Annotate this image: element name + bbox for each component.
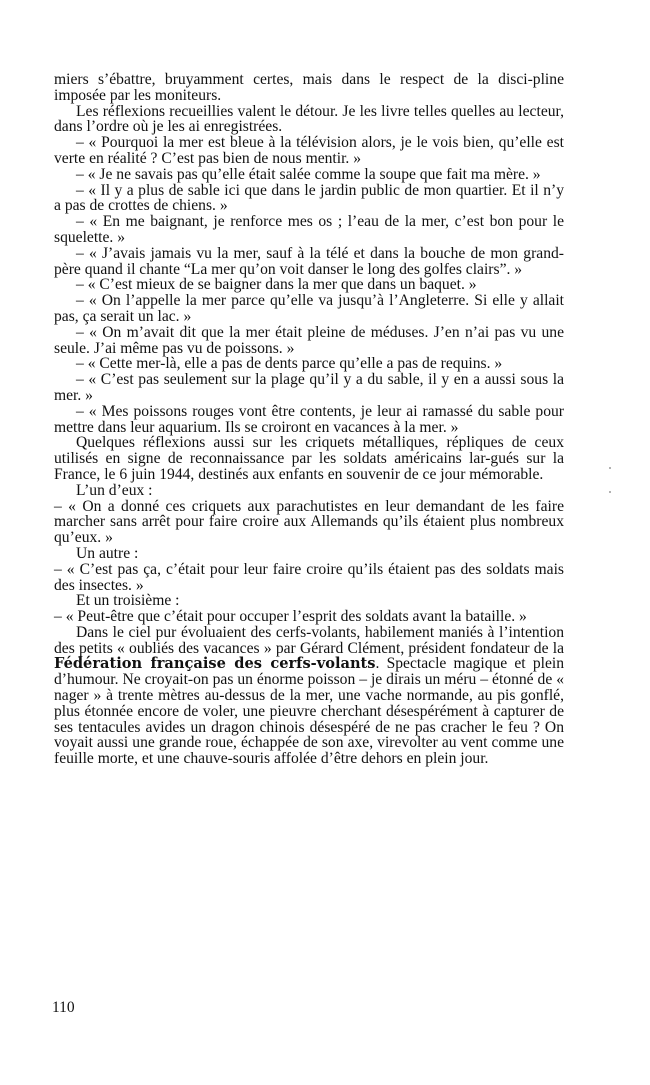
quote-paragraph: – « C’est pas seulement sur la plage qu’il y a du sable, il y en a aussi sous la mer. » [54, 371, 564, 404]
scan-speck [609, 491, 611, 493]
paragraph-criquets: Quelques réflexions aussi sur les criquets métalliques, répliques de ceux utilisés en signe de reconnaissance par les soldats américains lar-gués sur la France, le 6 juin 1944, destinés aux enfants en souvenir de ce jour mémorable. [54, 434, 564, 483]
scan-speck [609, 467, 611, 469]
quote-paragraph: – « C’est pas ça, c’était pour leur faire croire qu’ils étaient pas des soldats mais des insectes. » [54, 560, 564, 594]
page-body [54, 72, 564, 767]
kites-text-end: . Spectacle magique et plein d’humour. Ne croyait-on pas un énorme poisson – je dirais un méru – étonné de « nager » à trente mètres au-dessus de la mer, une vache normande, au pis gonflé, plus étonnée encore de voler, une pieuvre cherchant désespérément à capturer de ses tentacules avides un dragon chinois désespéré de ne pas cracher le feu ? On voyait aussi une grande roue, échappée de son axe, virevolter au vent comme une feuille morte, et une chauve-souris affolée d’être dehors en plein jour. [54, 655, 564, 768]
federation-name: Fédération française des cerfs-volants [54, 655, 376, 673]
kites-text-start: Dans le ciel pur évoluaient des cerfs-volants, habilement maniés à l’intention des petits « oubliés des vacances » par Gérard Clément, président fondateur de la [54, 623, 564, 657]
paragraph-lead-in: Et un troisième : [76, 592, 180, 610]
quote-paragraph: – « Peut-être que c’était pour occuper l’esprit des soldats avant la bataille. » [54, 608, 527, 626]
quote-paragraph: – « Mes poissons rouges vont être contents, je leur ai ramassé du sable pour mettre dans leur aquarium. Ils se croiront en vacances à la mer. » [54, 402, 564, 436]
quote-paragraph: – « C’est mieux de se baigner dans la mer que dans un baquet. » [76, 276, 477, 294]
quote-paragraph: – « J’avais jamais vu la mer, sauf à la télé et dans la bouche de mon grand-père quand il chante “La mer qu’on voit danser le long des golfes clairs”. » [54, 244, 564, 278]
quote-paragraph: – « Je ne savais pas qu’elle était salée comme la soupe que fait ma mère. » [76, 165, 541, 183]
paragraph-lead-in: L’un d’eux : [76, 481, 153, 499]
page-number: 110 [52, 999, 75, 1016]
quote-paragraph: – « Cette mer-là, elle a pas de dents parce qu’elle a pas de requins. » [76, 355, 503, 373]
paragraph-intro: Les réflexions recueillies valent le détour. Je les livre telles quelles au lecteur, dans l’ordre où je les ai enregistrées. [54, 102, 564, 136]
paragraph-kites [54, 625, 564, 767]
paragraph-continuation: miers s’ébattre, bruyamment certes, mais dans le respect de la disci-pline imposée par les moniteurs. [54, 71, 564, 104]
quote-paragraph: – « On l’appelle la mer parce qu’elle va jusqu’à l’Angleterre. Si elle y allait pas, ça serait un lac. » [54, 292, 564, 325]
paragraph-lead-in: Un autre : [76, 544, 139, 562]
quote-paragraph: – « On a donné ces criquets aux parachutistes en leur demandant de les faire marcher sans arrêt pour faire croire aux Allemands qu’ils étaient plus nombreux qu’eux. » [54, 497, 564, 547]
quote-paragraph: – « En me baignant, je renforce mes os ; l’eau de la mer, c’est bon pour le squelette. » [54, 213, 564, 246]
quote-paragraph: – « Pourquoi la mer est bleue à la télévision alors, je le vois bien, qu’elle est verte en réalité ? C’est pas bien de nous mentir. » [54, 134, 564, 167]
quote-paragraph: – « Il y a plus de sable ici que dans le jardin public de mon quartier. Et il n’y a pas de crottes de chiens. » [54, 181, 564, 215]
quote-paragraph: – « On m’avait dit que la mer était pleine de méduses. J’en n’ai pas vu une seule. J’ai même pas vu de poissons. » [54, 323, 564, 357]
